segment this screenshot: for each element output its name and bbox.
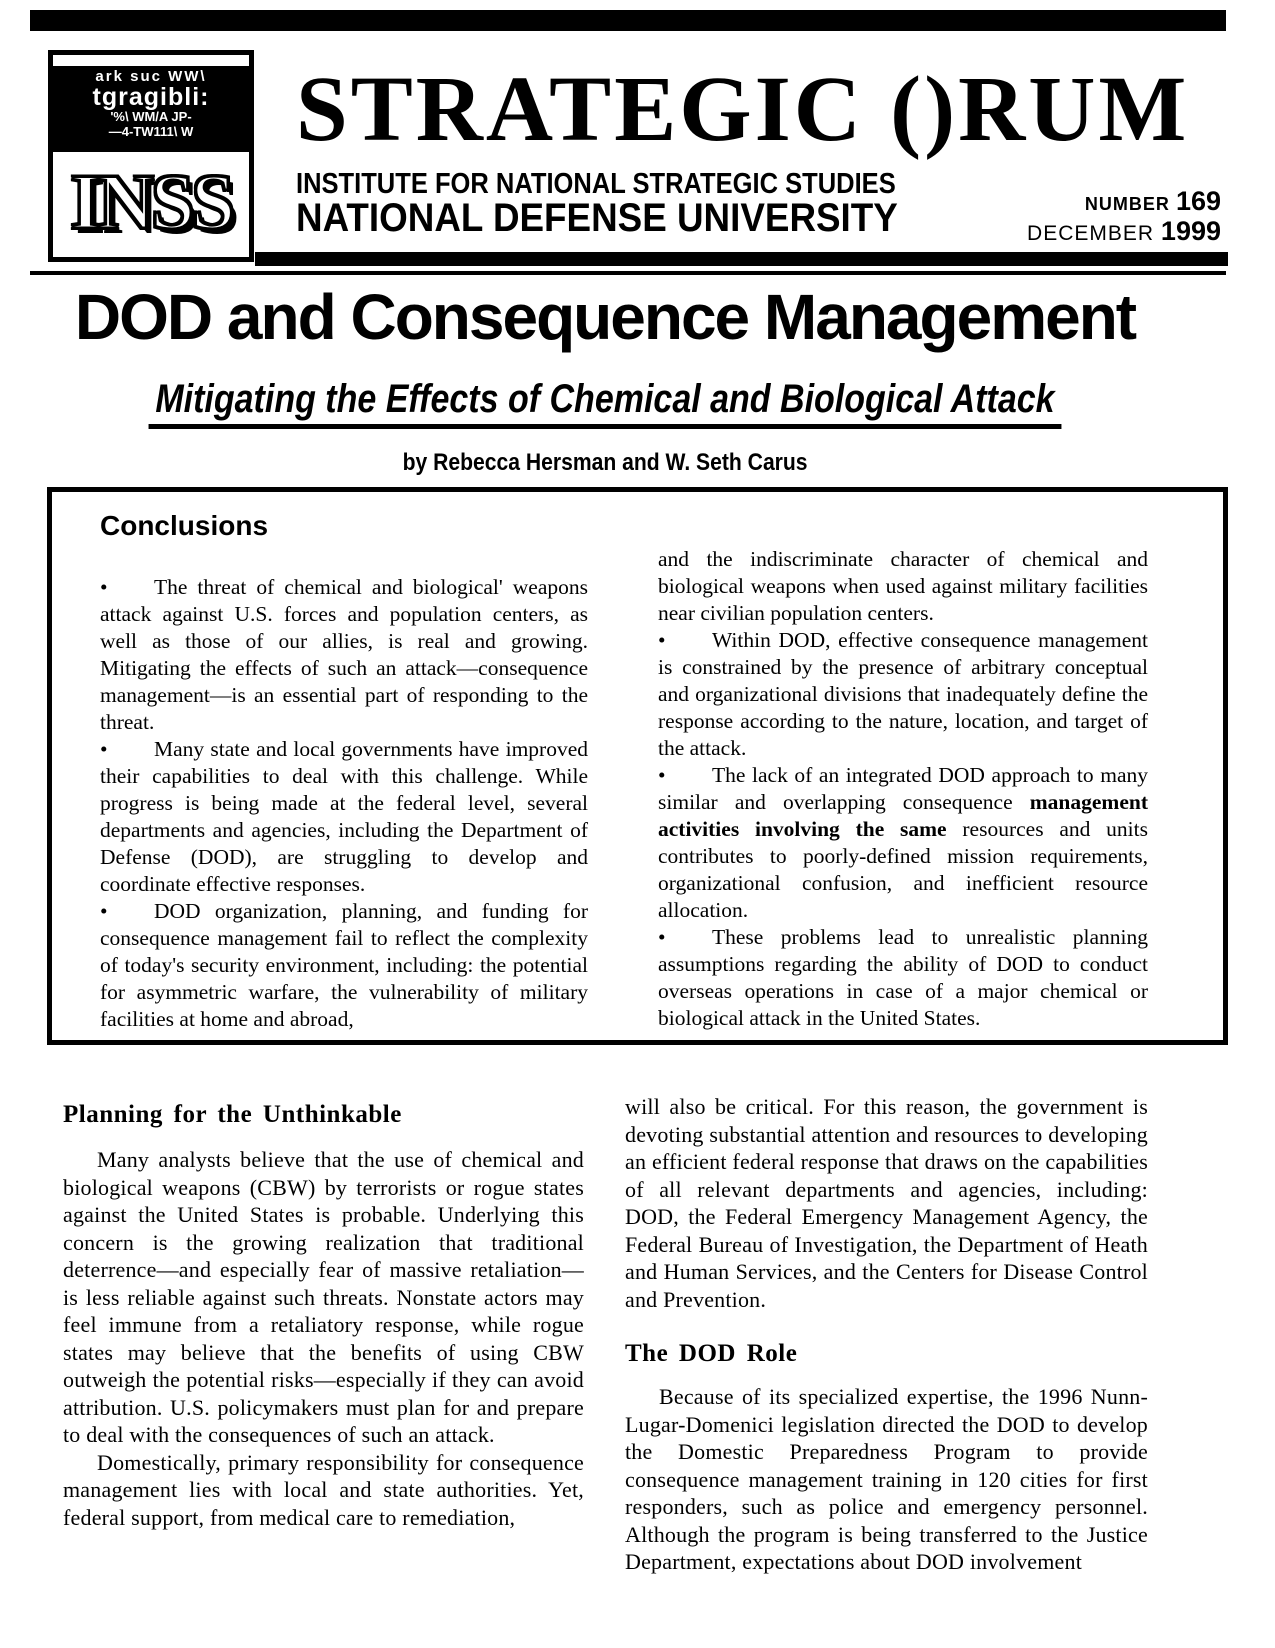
masthead-title: STRATEGIC ()RUM xyxy=(296,58,1190,161)
body-right-column xyxy=(625,1093,1148,1576)
issue-date-value: 1999 xyxy=(1160,216,1221,246)
conclusion-bullet xyxy=(100,736,588,898)
section-heading-dod-role: The DOD Role xyxy=(625,1340,798,1367)
logo-noise-line: tgragibli: xyxy=(92,83,210,111)
issue-date-label: DECEMBER xyxy=(1027,222,1155,245)
logo-noise-panel xyxy=(53,66,249,152)
issue-number-label: NUMBER xyxy=(1084,194,1170,214)
body-left-column xyxy=(63,1100,584,1531)
body-paragraph: Domestically, primary responsibility for consequence management lies with local and state authorities. Yet, federal support, from medical care to remediation, xyxy=(63,1449,584,1530)
page-title: DOD and Consequence Management xyxy=(74,281,1136,353)
issue-block xyxy=(900,188,1221,248)
top-rule-bar xyxy=(30,10,1226,31)
bullet-glyph: • xyxy=(658,763,666,787)
body-paragraph: Because of its specialized expertise, the 1996 Nunn-Lugar-Domenici legislation directed the DOD to develop the Domestic Preparedness Program to provide consequence management training in 120 cities for first responders, such as police and emergency personnel. Although the program is being transferred to the Justice Department, expectations about DOD involvement xyxy=(625,1384,1148,1574)
bullet-text-bold: management activities involving the same xyxy=(658,790,1148,841)
issue-date xyxy=(900,217,1221,248)
issue-number xyxy=(900,188,1221,217)
conclusions-continuation: and the indiscriminate character of chemical and biological weapons when used against military facilities near civilian population centers. xyxy=(658,547,1148,625)
bullet-text: These problems lead to unrealistic planning assumptions regarding the ability of DOD to conduct overseas operations in case of a major chemical or biological attack in the United States. xyxy=(658,925,1148,1030)
section-heading-planning: Planning for the Unthinkable xyxy=(63,1101,402,1128)
header-thick-rule xyxy=(255,252,1228,266)
logo-top-strip xyxy=(53,55,249,66)
bullet-text: DOD organization, planning, and funding for consequence management fail to reflect the complexity of today's security environment, including: the potential for asymmetric warfare, the vulnerability of military facilities at home and abroad, xyxy=(100,899,588,1031)
bullet-text: resources and units contributes to poorly-defined mission requirements, organizational confusion, and inefficient resource allocation. xyxy=(658,817,1148,922)
conclusions-left-column xyxy=(100,574,588,1033)
conclusions-box xyxy=(47,487,1228,1045)
body-paragraph: Many analysts believe that the use of chemical and biological weapons (CBW) by terrorists or rogue states against the United States is probable. Underlying this concern is the growing realization that traditional deterrence—and especially fear of massive retaliation—is less reliable against such threats. Nonstate actors may feel immune from a retaliatory response, while rogue states may believe that the benefits of using CBW outweigh the potential risks—especially if they can avoid attribution. U.S. policymakers must plan for and prepare to deal with the consequences of such an attack. xyxy=(63,1147,584,1447)
logo-noise-line: '%\ WM/A JP- xyxy=(110,109,192,124)
bullet-text: The threat of chemical and biological' weapons attack against U.S. forces and population centers, as well as those of our allies, is real and growing. Mitigating the effects of such an attack—consequence management—is an essential part of responding to the threat. xyxy=(100,575,588,734)
conclusion-bullet xyxy=(100,574,588,736)
page-subtitle: Mitigating the Effects of Chemical and Biological Attack xyxy=(149,376,1062,429)
university-line: NATIONAL DEFENSE UNIVERSITY xyxy=(296,196,898,240)
conclusions-right-column xyxy=(658,546,1148,1032)
inss-logo xyxy=(48,50,254,262)
title-block xyxy=(30,282,1180,477)
conclusion-bullet xyxy=(100,898,588,1033)
byline: by Rebecca Hersman and W. Seth Carus xyxy=(402,449,808,476)
bullet-glyph: • xyxy=(100,899,108,923)
bullet-glyph: • xyxy=(100,575,108,599)
institute-line: INSTITUTE FOR NATIONAL STRATEGIC STUDIES xyxy=(296,168,896,200)
bullet-text: Within DOD, effective consequence management is constrained by the presence of arbitrary conceptual and organizational divisions that inadequately define the response according to the nature, location, and target of the attack. xyxy=(658,628,1148,760)
conclusion-bullet xyxy=(658,762,1148,924)
conclusions-heading: Conclusions xyxy=(100,510,269,541)
bullet-text: Many state and local governments have improved their capabilities to deal with this challenge. While progress is being made at the federal level, several departments and agencies, including the Department of Defense (DOD), are struggling to develop and coordinate effective responses. xyxy=(100,737,588,896)
conclusion-bullet xyxy=(658,627,1148,762)
body-paragraph-continuation: will also be critical. For this reason, the government is devoting substantial attention and resources to developing an efficient federal response that draws on the capabilities of all relevant departments and agencies, including: DOD, the Federal Emergency Management Agency, the Federal Bureau of Investigation, the Department of Heath and Human Services, and the Centers for Disease Control and Prevention. xyxy=(625,1094,1148,1312)
logo-noise-line: ark suc WW\ xyxy=(95,68,207,85)
conclusion-bullet xyxy=(658,924,1148,1032)
logo-noise-line: —4-TW111\ W xyxy=(108,124,194,139)
bullet-text: The lack of an integrated DOD approach to many similar and overlapping consequence xyxy=(658,763,1148,814)
issue-number-value: 169 xyxy=(1175,186,1221,216)
header-thin-rule xyxy=(30,271,1226,275)
inss-acronym: INSS xyxy=(70,158,232,245)
bullet-glyph: • xyxy=(658,925,666,949)
bullet-glyph: • xyxy=(100,737,108,761)
bullet-glyph: • xyxy=(658,628,666,652)
